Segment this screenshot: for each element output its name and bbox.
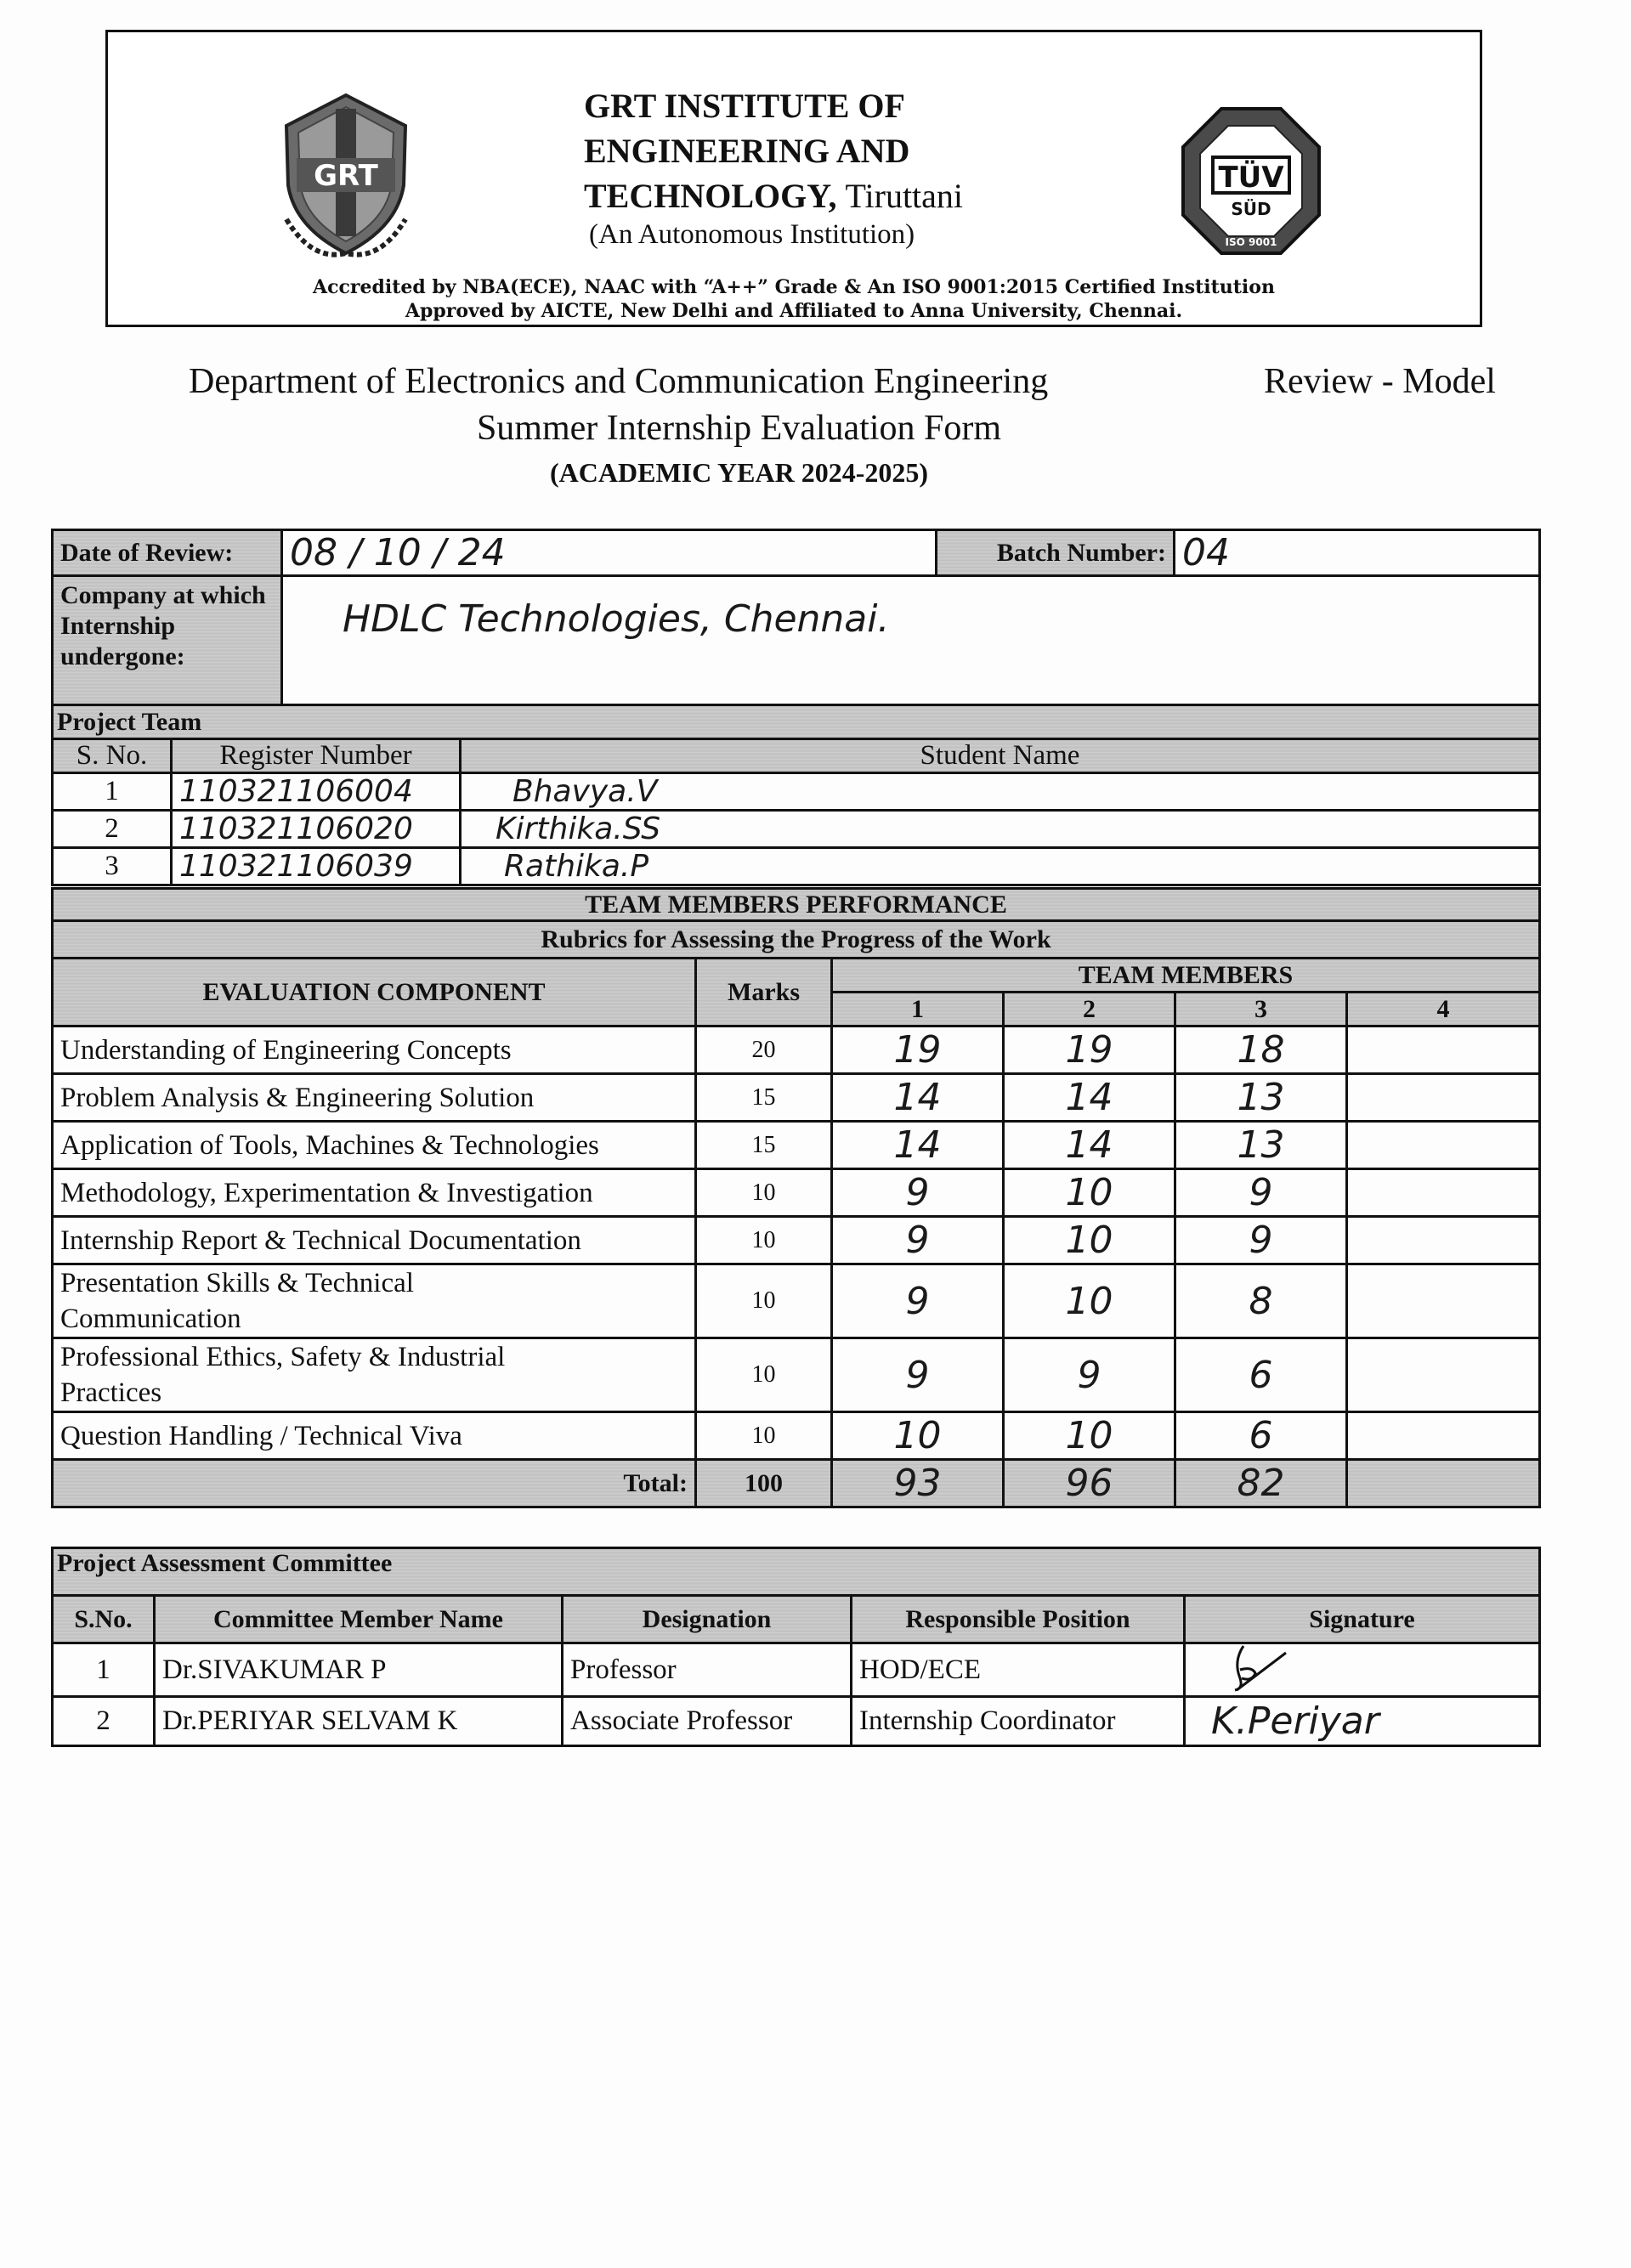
rubric-title: Rubrics for Assessing the Progress of the Work bbox=[53, 921, 1540, 959]
tuv-sud-logo-icon bbox=[1179, 105, 1323, 257]
score-member-3[interactable]: 9 bbox=[1175, 1169, 1347, 1217]
max-marks: 10 bbox=[696, 1338, 832, 1412]
sud-text: SÜD bbox=[1231, 199, 1271, 219]
signature-field[interactable] bbox=[1185, 1643, 1540, 1697]
evaluation-component: Professional Ethics, Safety & Industrial Practices bbox=[53, 1338, 696, 1412]
evaluation-row bbox=[53, 1217, 1540, 1264]
evaluation-component: Application of Tools, Machines & Technologies bbox=[53, 1122, 696, 1169]
evaluation-component: Problem Analysis & Engineering Solution bbox=[53, 1074, 696, 1122]
total-marks: 100 bbox=[696, 1460, 832, 1507]
member-column-1: 1 bbox=[832, 993, 1004, 1027]
score-member-4[interactable] bbox=[1347, 1412, 1540, 1460]
total-label: Total: bbox=[53, 1460, 696, 1507]
iso-text: ISO 9001 bbox=[1225, 236, 1277, 248]
institute-name-line1: GRT INSTITUTE OF bbox=[584, 87, 905, 125]
team-header-sno: S. No. bbox=[53, 739, 172, 773]
committee-member-name: Dr.SIVAKUMAR P bbox=[155, 1643, 563, 1697]
score-member-1[interactable]: 9 bbox=[832, 1217, 1004, 1264]
score-member-2[interactable]: 14 bbox=[1004, 1074, 1175, 1122]
score-member-3[interactable]: 18 bbox=[1175, 1027, 1347, 1074]
committee-header-signature: Signature bbox=[1185, 1596, 1540, 1643]
evaluation-component: Internship Report & Technical Documentation bbox=[53, 1217, 696, 1264]
performance-section-title: TEAM MEMBERS PERFORMANCE bbox=[53, 889, 1540, 921]
member-column-3: 3 bbox=[1175, 993, 1347, 1027]
project-team-label: Project Team bbox=[53, 705, 1540, 739]
tuv-text: TÜV bbox=[1218, 161, 1284, 195]
total-member-2[interactable]: 96 bbox=[1004, 1460, 1175, 1507]
team-header-register: Register Number bbox=[172, 739, 461, 773]
team-members-header: TEAM MEMBERS bbox=[832, 959, 1540, 993]
committee-row bbox=[53, 1643, 1540, 1697]
team-header-row bbox=[53, 739, 1540, 773]
score-member-1[interactable]: 9 bbox=[832, 1338, 1004, 1412]
total-member-4[interactable] bbox=[1347, 1460, 1540, 1507]
review-tag: Review - Model bbox=[1264, 362, 1496, 401]
team-row bbox=[53, 848, 1540, 885]
score-member-2[interactable]: 10 bbox=[1004, 1412, 1175, 1460]
max-marks: 10 bbox=[696, 1264, 832, 1338]
committee-position: HOD/ECE bbox=[852, 1643, 1185, 1697]
evaluation-row bbox=[53, 1027, 1540, 1074]
score-member-2[interactable]: 9 bbox=[1004, 1338, 1175, 1412]
department-title: Department of Electronics and Communication Engineering bbox=[189, 362, 1049, 401]
committee-designation: Professor bbox=[563, 1643, 852, 1697]
institute-subtitle: (An Autonomous Institution) bbox=[589, 219, 915, 250]
register-number-field[interactable]: 110321106039 bbox=[172, 848, 461, 885]
academic-year: (ACADEMIC YEAR 2024-2025) bbox=[550, 457, 928, 488]
register-number-field[interactable]: 110321106004 bbox=[172, 773, 461, 811]
approval-line: Approved by AICTE, New Delhi and Affiliated to Anna University, Chennai. bbox=[405, 300, 1183, 322]
batch-label: Batch Number: bbox=[937, 530, 1175, 576]
score-member-1[interactable]: 14 bbox=[832, 1122, 1004, 1169]
max-marks: 10 bbox=[696, 1217, 832, 1264]
max-marks: 15 bbox=[696, 1122, 832, 1169]
date-label: Date of Review: bbox=[53, 530, 282, 576]
evaluation-row bbox=[53, 1122, 1540, 1169]
team-sno: 1 bbox=[53, 773, 172, 811]
committee-header-designation: Designation bbox=[563, 1596, 852, 1643]
score-member-1[interactable]: 10 bbox=[832, 1412, 1004, 1460]
score-member-2[interactable]: 10 bbox=[1004, 1217, 1175, 1264]
max-marks: 10 bbox=[696, 1169, 832, 1217]
score-member-1[interactable]: 19 bbox=[832, 1027, 1004, 1074]
grt-shield-logo-icon bbox=[278, 92, 414, 262]
institute-town: Tiruttani bbox=[845, 177, 964, 215]
team-header-name: Student Name bbox=[461, 739, 1540, 773]
score-member-1[interactable]: 14 bbox=[832, 1074, 1004, 1122]
register-number-field[interactable]: 110321106020 bbox=[172, 811, 461, 848]
committee-sno: 1 bbox=[53, 1643, 155, 1697]
signature-field[interactable]: K.Periyar bbox=[1185, 1697, 1540, 1746]
evaluation-component: Question Handling / Technical Viva bbox=[53, 1412, 696, 1460]
score-member-3[interactable]: 9 bbox=[1175, 1217, 1347, 1264]
total-member-1[interactable]: 93 bbox=[832, 1460, 1004, 1507]
total-row bbox=[53, 1460, 1540, 1507]
max-marks: 15 bbox=[696, 1074, 832, 1122]
student-name-field[interactable]: Kirthika.SS bbox=[461, 811, 1540, 848]
evaluation-row bbox=[53, 1074, 1540, 1122]
team-sno: 2 bbox=[53, 811, 172, 848]
score-member-4[interactable] bbox=[1347, 1338, 1540, 1412]
committee-designation: Associate Professor bbox=[563, 1697, 852, 1746]
accreditation-block bbox=[108, 275, 1480, 323]
institute-name bbox=[584, 83, 963, 218]
committee-position: Internship Coordinator bbox=[852, 1697, 1185, 1746]
evaluation-row bbox=[53, 1412, 1540, 1460]
student-name-field[interactable]: Bhavya.V bbox=[461, 773, 1540, 811]
total-member-3[interactable]: 82 bbox=[1175, 1460, 1347, 1507]
committee-header-name: Committee Member Name bbox=[155, 1596, 563, 1643]
marks-header: Marks bbox=[696, 959, 832, 1027]
date-of-review-field[interactable]: 08 / 10 / 24 bbox=[282, 530, 937, 576]
company-field[interactable]: HDLC Technologies, Chennai. bbox=[282, 576, 1540, 707]
student-name-field[interactable]: Rathika.P bbox=[461, 848, 1540, 885]
team-sno: 3 bbox=[53, 848, 172, 885]
batch-number-field[interactable]: 04 bbox=[1175, 530, 1540, 576]
evaluation-component: Understanding of Engineering Concepts bbox=[53, 1027, 696, 1074]
performance-table bbox=[51, 887, 1541, 1508]
score-member-4[interactable] bbox=[1347, 1264, 1540, 1338]
score-member-1[interactable]: 9 bbox=[832, 1264, 1004, 1338]
score-member-2[interactable]: 10 bbox=[1004, 1264, 1175, 1338]
score-member-4[interactable] bbox=[1347, 1074, 1540, 1122]
accreditation-line: Accredited by NBA(ECE), NAAC with “A++” Grade & An ISO 9001:2015 Certified Institution bbox=[313, 276, 1275, 298]
team-row bbox=[53, 773, 1540, 811]
company-label: Company at which Internship undergone: bbox=[53, 576, 282, 707]
evaluation-row bbox=[53, 1338, 1540, 1412]
member-column-2: 2 bbox=[1004, 993, 1175, 1027]
performance-rows bbox=[53, 1027, 1540, 1460]
committee-header-sno: S.No. bbox=[53, 1596, 155, 1643]
committee-row bbox=[53, 1697, 1540, 1746]
score-member-4[interactable] bbox=[1347, 1122, 1540, 1169]
committee-table bbox=[51, 1547, 1541, 1747]
score-member-2[interactable]: 19 bbox=[1004, 1027, 1175, 1074]
project-team-table bbox=[51, 704, 1541, 886]
score-member-4[interactable] bbox=[1347, 1217, 1540, 1264]
max-marks: 20 bbox=[696, 1027, 832, 1074]
score-member-4[interactable] bbox=[1347, 1027, 1540, 1074]
evaluation-row bbox=[53, 1264, 1540, 1338]
committee-member-name: Dr.PERIYAR SELVAM K bbox=[155, 1697, 563, 1746]
evaluation-component: Presentation Skills & Technical Communication bbox=[53, 1264, 696, 1338]
review-info-table bbox=[51, 529, 1541, 708]
team-row bbox=[53, 811, 1540, 848]
institute-name-line3: TECHNOLOGY, bbox=[584, 177, 837, 215]
score-member-2[interactable]: 14 bbox=[1004, 1122, 1175, 1169]
committee-sno: 2 bbox=[53, 1697, 155, 1746]
max-marks: 10 bbox=[696, 1412, 832, 1460]
institute-name-line2: ENGINEERING AND bbox=[584, 132, 910, 170]
score-member-3[interactable]: 13 bbox=[1175, 1122, 1347, 1169]
evaluation-row bbox=[53, 1169, 1540, 1217]
committee-section-label: Project Assessment Committee bbox=[53, 1548, 1540, 1596]
score-member-4[interactable] bbox=[1347, 1169, 1540, 1217]
evaluation-component: Methodology, Experimentation & Investigation bbox=[53, 1169, 696, 1217]
component-header: EVALUATION COMPONENT bbox=[53, 959, 696, 1027]
form-title: Summer Internship Evaluation Form bbox=[476, 409, 1002, 448]
score-member-3[interactable]: 13 bbox=[1175, 1074, 1347, 1122]
score-member-3[interactable]: 8 bbox=[1175, 1264, 1347, 1338]
signature-icon bbox=[1192, 1644, 1294, 1692]
score-member-2[interactable]: 10 bbox=[1004, 1169, 1175, 1217]
letterhead bbox=[105, 30, 1482, 327]
score-member-1[interactable]: 9 bbox=[832, 1169, 1004, 1217]
member-column-4: 4 bbox=[1347, 993, 1540, 1027]
score-member-3[interactable]: 6 bbox=[1175, 1338, 1347, 1412]
committee-header-position: Responsible Position bbox=[852, 1596, 1185, 1643]
grt-logo-text: GRT bbox=[314, 159, 378, 193]
score-member-3[interactable]: 6 bbox=[1175, 1412, 1347, 1460]
